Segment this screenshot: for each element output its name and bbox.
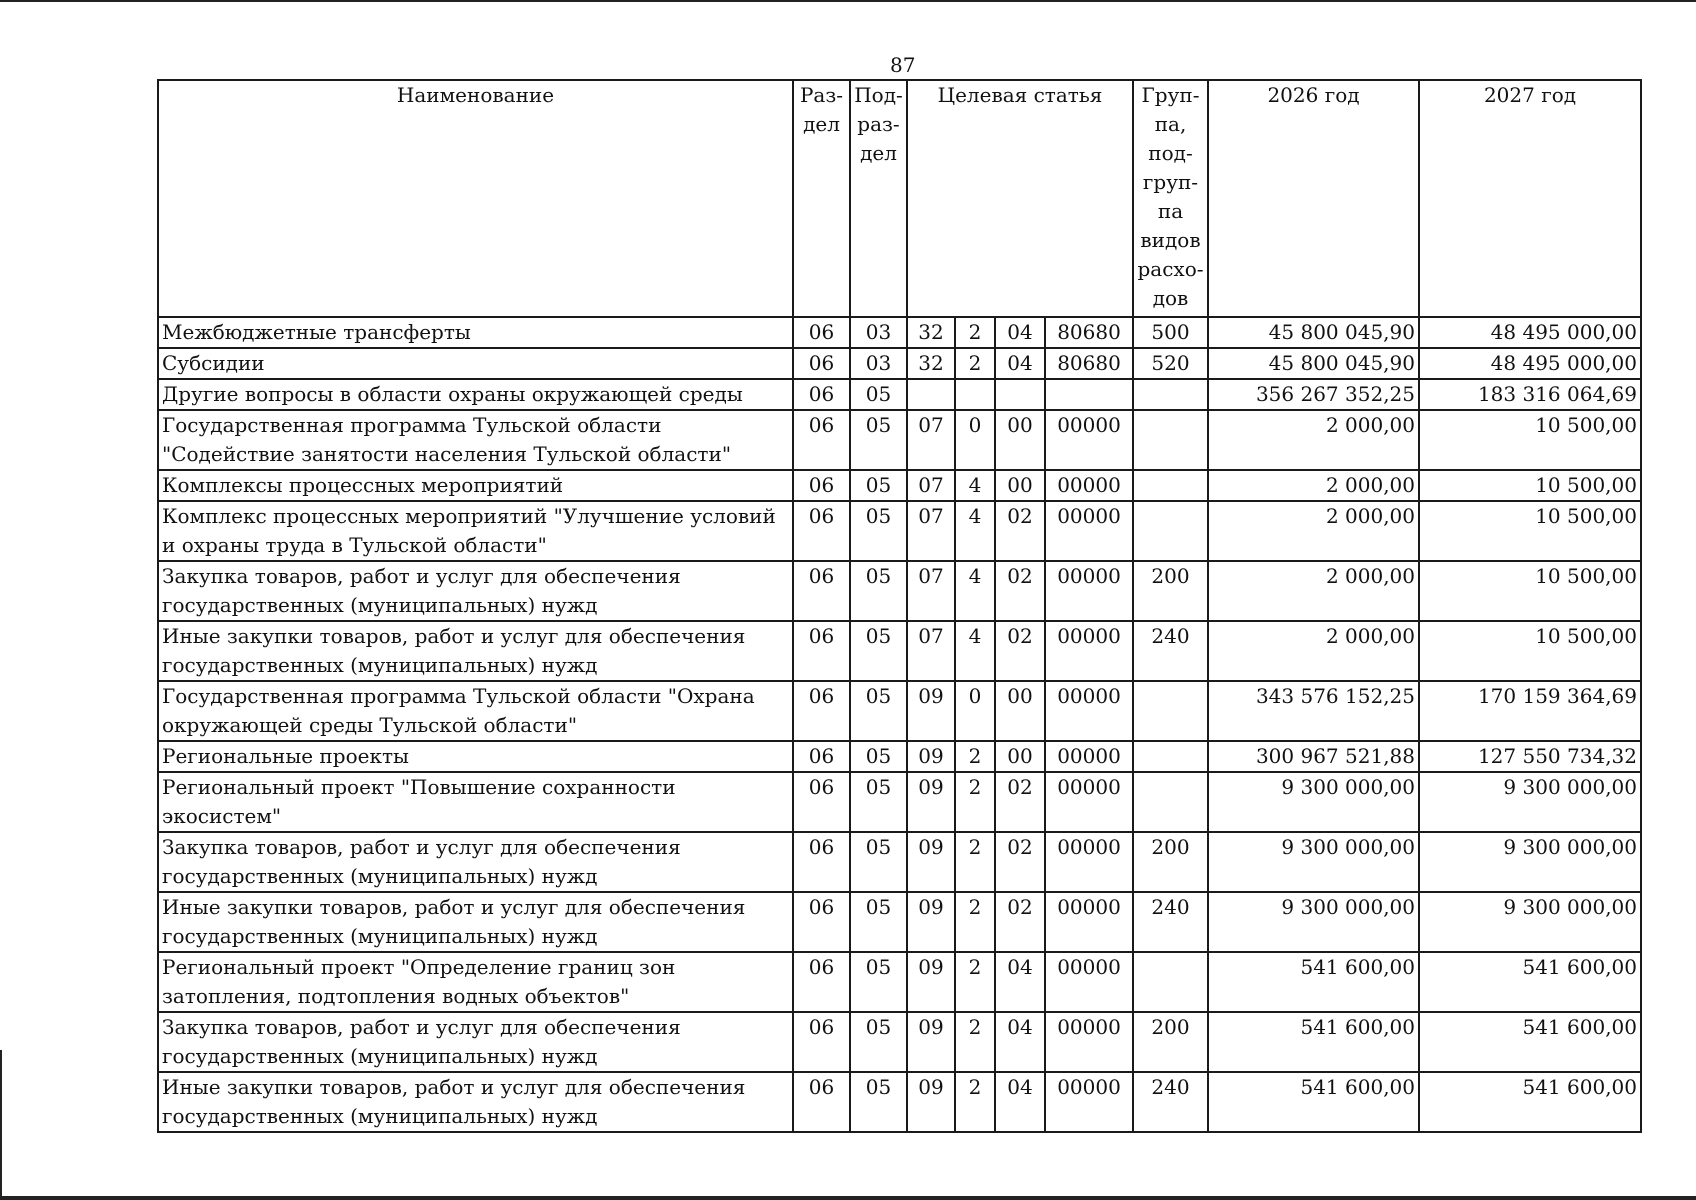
row-celevaya-direction: 00000	[1045, 681, 1133, 741]
row-celevaya-direction: 00000	[1045, 621, 1133, 681]
row-amount-2026: 9 300 000,00	[1208, 892, 1419, 952]
row-celevaya-element: 02	[995, 832, 1045, 892]
row-name: Закупка товаров, работ и услуг для обеспечения государственных (муниципальных) нужд	[158, 561, 793, 621]
row-razdel: 06	[793, 1012, 850, 1072]
row-celevaya-type: 4	[955, 501, 995, 561]
row-amount-2027: 10 500,00	[1419, 410, 1641, 470]
row-celevaya-program: 07	[907, 621, 955, 681]
table-row	[158, 561, 1641, 621]
row-name: Иные закупки товаров, работ и услуг для обеспечения государственных (муниципальных) нужд	[158, 621, 793, 681]
row-podrazdel: 05	[850, 561, 907, 621]
row-razdel: 06	[793, 470, 850, 501]
row-celevaya-type: 4	[955, 561, 995, 621]
row-amount-2026: 2 000,00	[1208, 561, 1419, 621]
table-row	[158, 410, 1641, 470]
row-name: Закупка товаров, работ и услуг для обеспечения государственных (муниципальных) нужд	[158, 832, 793, 892]
page-number: 87	[890, 53, 916, 77]
row-celevaya-type: 0	[955, 681, 995, 741]
table-row	[158, 832, 1641, 892]
row-name: Государственная программа Тульской области "Охрана окружающей среды Тульской области"	[158, 681, 793, 741]
row-celevaya-direction: 00000	[1045, 772, 1133, 832]
row-celevaya-program: 07	[907, 410, 955, 470]
row-razdel: 06	[793, 741, 850, 772]
header-podrazdel	[850, 80, 907, 317]
row-podrazdel: 05	[850, 741, 907, 772]
header-gruppa-line: Груп-	[1141, 83, 1200, 107]
row-amount-2027: 9 300 000,00	[1419, 832, 1641, 892]
row-razdel: 06	[793, 772, 850, 832]
row-podrazdel: 05	[850, 892, 907, 952]
table-body	[158, 317, 1641, 1132]
row-amount-2026: 356 267 352,25	[1208, 379, 1419, 410]
header-year-2027: 2027 год	[1419, 80, 1641, 317]
row-name: Субсидии	[158, 348, 793, 379]
row-amount-2026: 2 000,00	[1208, 501, 1419, 561]
row-podrazdel: 05	[850, 379, 907, 410]
row-celevaya-direction: 00000	[1045, 952, 1133, 1012]
row-celevaya-direction: 80680	[1045, 348, 1133, 379]
row-vid-rashodov: 520	[1133, 348, 1208, 379]
row-celevaya-direction: 00000	[1045, 501, 1133, 561]
row-amount-2027: 170 159 364,69	[1419, 681, 1641, 741]
row-celevaya-program: 07	[907, 470, 955, 501]
row-celevaya-type: 4	[955, 470, 995, 501]
row-vid-rashodov: 240	[1133, 621, 1208, 681]
row-amount-2027: 48 495 000,00	[1419, 317, 1641, 348]
row-celevaya-direction: 00000	[1045, 1072, 1133, 1132]
row-celevaya-type: 2	[955, 317, 995, 348]
row-celevaya-type: 0	[955, 410, 995, 470]
row-name: Региональный проект "Повышение сохранности экосистем"	[158, 772, 793, 832]
row-celevaya-element: 00	[995, 410, 1045, 470]
row-celevaya-program: 32	[907, 348, 955, 379]
row-vid-rashodov	[1133, 952, 1208, 1012]
header-gruppa-line: груп-	[1142, 170, 1199, 194]
row-celevaya-direction: 00000	[1045, 470, 1133, 501]
row-amount-2027: 10 500,00	[1419, 621, 1641, 681]
header-row	[158, 80, 1641, 317]
header-gruppa-line: па	[1157, 199, 1184, 223]
row-vid-rashodov: 200	[1133, 832, 1208, 892]
table-row	[158, 892, 1641, 952]
row-celevaya-element: 00	[995, 741, 1045, 772]
row-celevaya-element: 04	[995, 317, 1045, 348]
row-podrazdel: 05	[850, 772, 907, 832]
row-amount-2027: 9 300 000,00	[1419, 892, 1641, 952]
row-celevaya-direction: 00000	[1045, 892, 1133, 952]
table-row	[158, 772, 1641, 832]
header-celevaya-statya: Целевая статья	[907, 80, 1133, 317]
row-celevaya-direction: 80680	[1045, 317, 1133, 348]
table-row	[158, 681, 1641, 741]
row-celevaya-program: 09	[907, 952, 955, 1012]
row-name: Комплекс процессных мероприятий "Улучшение условий и охраны труда в Тульской области"	[158, 501, 793, 561]
row-celevaya-program: 07	[907, 501, 955, 561]
row-celevaya-element: 02	[995, 501, 1045, 561]
table-row	[158, 379, 1641, 410]
row-vid-rashodov: 200	[1133, 561, 1208, 621]
header-gruppa-line: видов	[1140, 228, 1201, 252]
row-amount-2027: 127 550 734,32	[1419, 741, 1641, 772]
row-celevaya-program	[907, 379, 955, 410]
row-podrazdel: 05	[850, 832, 907, 892]
row-celevaya-type: 2	[955, 892, 995, 952]
row-razdel: 06	[793, 561, 850, 621]
row-amount-2027: 10 500,00	[1419, 501, 1641, 561]
row-razdel: 06	[793, 952, 850, 1012]
row-podrazdel: 05	[850, 501, 907, 561]
row-celevaya-type: 2	[955, 348, 995, 379]
header-name: Наименование	[158, 80, 793, 317]
row-amount-2026: 2 000,00	[1208, 470, 1419, 501]
table-row	[158, 621, 1641, 681]
row-celevaya-program: 09	[907, 741, 955, 772]
scan-edge-bottom	[0, 1196, 1696, 1200]
row-celevaya-program: 09	[907, 772, 955, 832]
table-row	[158, 317, 1641, 348]
row-amount-2027: 541 600,00	[1419, 1012, 1641, 1072]
header-razdel-line: дел	[803, 112, 840, 136]
header-razdel	[793, 80, 850, 317]
row-amount-2026: 45 800 045,90	[1208, 348, 1419, 379]
row-celevaya-direction: 00000	[1045, 741, 1133, 772]
row-razdel: 06	[793, 317, 850, 348]
row-razdel: 06	[793, 348, 850, 379]
row-razdel: 06	[793, 832, 850, 892]
row-amount-2026: 9 300 000,00	[1208, 832, 1419, 892]
header-gruppa-line: па,	[1154, 112, 1187, 136]
row-razdel: 06	[793, 501, 850, 561]
row-celevaya-element: 00	[995, 470, 1045, 501]
row-amount-2027: 10 500,00	[1419, 561, 1641, 621]
row-amount-2026: 2 000,00	[1208, 410, 1419, 470]
row-vid-rashodov	[1133, 772, 1208, 832]
row-name: Межбюджетные трансферты	[158, 317, 793, 348]
row-podrazdel: 05	[850, 681, 907, 741]
row-podrazdel: 03	[850, 348, 907, 379]
row-celevaya-program: 09	[907, 681, 955, 741]
header-podrazdel-line: раз-	[857, 112, 900, 136]
row-amount-2026: 45 800 045,90	[1208, 317, 1419, 348]
row-celevaya-program: 32	[907, 317, 955, 348]
row-celevaya-direction: 00000	[1045, 561, 1133, 621]
header-razdel-line: Раз-	[799, 83, 844, 107]
row-celevaya-direction	[1045, 379, 1133, 410]
row-celevaya-program: 09	[907, 832, 955, 892]
scan-edge-left	[0, 1050, 2, 1200]
row-razdel: 06	[793, 892, 850, 952]
header-year-2026: 2026 год	[1208, 80, 1419, 317]
row-celevaya-program: 09	[907, 892, 955, 952]
row-celevaya-type: 4	[955, 621, 995, 681]
row-amount-2026: 541 600,00	[1208, 1072, 1419, 1132]
row-razdel: 06	[793, 410, 850, 470]
row-celevaya-type: 2	[955, 741, 995, 772]
row-name: Региональный проект "Определение границ зон затопления, подтопления водных объектов"	[158, 952, 793, 1012]
header-gruppa-line: расхо-	[1137, 257, 1204, 281]
table-row	[158, 501, 1641, 561]
row-celevaya-element: 02	[995, 621, 1045, 681]
row-celevaya-element: 02	[995, 772, 1045, 832]
table-row	[158, 1072, 1641, 1132]
row-celevaya-element: 04	[995, 1072, 1045, 1132]
scan-edge-top	[0, 0, 1696, 2]
row-vid-rashodov: 500	[1133, 317, 1208, 348]
row-celevaya-direction: 00000	[1045, 410, 1133, 470]
row-podrazdel: 05	[850, 1072, 907, 1132]
row-celevaya-element	[995, 379, 1045, 410]
row-name: Государственная программа Тульской области "Содействие занятости населения Тульской области"	[158, 410, 793, 470]
row-amount-2026: 541 600,00	[1208, 1012, 1419, 1072]
row-vid-rashodov	[1133, 410, 1208, 470]
row-razdel: 06	[793, 379, 850, 410]
table-row	[158, 1012, 1641, 1072]
row-razdel: 06	[793, 681, 850, 741]
row-celevaya-direction: 00000	[1045, 1012, 1133, 1072]
row-celevaya-type: 2	[955, 1072, 995, 1132]
row-vid-rashodov	[1133, 501, 1208, 561]
row-amount-2027: 183 316 064,69	[1419, 379, 1641, 410]
row-name: Иные закупки товаров, работ и услуг для обеспечения государственных (муниципальных) нужд	[158, 892, 793, 952]
row-celevaya-element: 02	[995, 892, 1045, 952]
row-name: Закупка товаров, работ и услуг для обеспечения государственных (муниципальных) нужд	[158, 1012, 793, 1072]
row-celevaya-type	[955, 379, 995, 410]
header-gruppa-vidov-rashodov	[1133, 80, 1208, 317]
row-amount-2026: 300 967 521,88	[1208, 741, 1419, 772]
row-celevaya-type: 2	[955, 772, 995, 832]
row-celevaya-direction: 00000	[1045, 832, 1133, 892]
row-vid-rashodov	[1133, 741, 1208, 772]
row-podrazdel: 05	[850, 410, 907, 470]
row-celevaya-program: 07	[907, 561, 955, 621]
table-row	[158, 741, 1641, 772]
row-amount-2027: 9 300 000,00	[1419, 772, 1641, 832]
budget-table	[157, 79, 1642, 1133]
row-amount-2027: 541 600,00	[1419, 1072, 1641, 1132]
row-amount-2026: 541 600,00	[1208, 952, 1419, 1012]
row-celevaya-element: 04	[995, 952, 1045, 1012]
row-podrazdel: 05	[850, 1012, 907, 1072]
row-celevaya-element: 02	[995, 561, 1045, 621]
row-name: Иные закупки товаров, работ и услуг для обеспечения государственных (муниципальных) нужд	[158, 1072, 793, 1132]
row-name: Комплексы процессных мероприятий	[158, 470, 793, 501]
header-gruppa-line: дов	[1152, 286, 1189, 310]
row-celevaya-type: 2	[955, 832, 995, 892]
row-amount-2027: 10 500,00	[1419, 470, 1641, 501]
row-vid-rashodov	[1133, 379, 1208, 410]
row-amount-2026: 343 576 152,25	[1208, 681, 1419, 741]
row-celevaya-element: 04	[995, 348, 1045, 379]
row-podrazdel: 03	[850, 317, 907, 348]
row-vid-rashodov	[1133, 470, 1208, 501]
table-row	[158, 348, 1641, 379]
row-amount-2026: 2 000,00	[1208, 621, 1419, 681]
row-celevaya-program: 09	[907, 1012, 955, 1072]
table-row	[158, 952, 1641, 1012]
row-podrazdel: 05	[850, 470, 907, 501]
row-amount-2026: 9 300 000,00	[1208, 772, 1419, 832]
row-celevaya-type: 2	[955, 952, 995, 1012]
row-celevaya-element: 00	[995, 681, 1045, 741]
row-name: Другие вопросы в области охраны окружающей среды	[158, 379, 793, 410]
header-podrazdel-line: дел	[860, 141, 897, 165]
row-celevaya-program: 09	[907, 1072, 955, 1132]
row-podrazdel: 05	[850, 952, 907, 1012]
row-vid-rashodov	[1133, 681, 1208, 741]
table-row	[158, 470, 1641, 501]
row-vid-rashodov: 240	[1133, 892, 1208, 952]
table-header	[158, 80, 1641, 317]
row-podrazdel: 05	[850, 621, 907, 681]
row-razdel: 06	[793, 1072, 850, 1132]
row-celevaya-element: 04	[995, 1012, 1045, 1072]
row-celevaya-type: 2	[955, 1012, 995, 1072]
row-name: Региональные проекты	[158, 741, 793, 772]
row-amount-2027: 48 495 000,00	[1419, 348, 1641, 379]
header-gruppa-line: под-	[1148, 141, 1193, 165]
header-podrazdel-line: Под-	[854, 83, 903, 107]
row-amount-2027: 541 600,00	[1419, 952, 1641, 1012]
row-vid-rashodov: 200	[1133, 1012, 1208, 1072]
row-razdel: 06	[793, 621, 850, 681]
row-vid-rashodov: 240	[1133, 1072, 1208, 1132]
